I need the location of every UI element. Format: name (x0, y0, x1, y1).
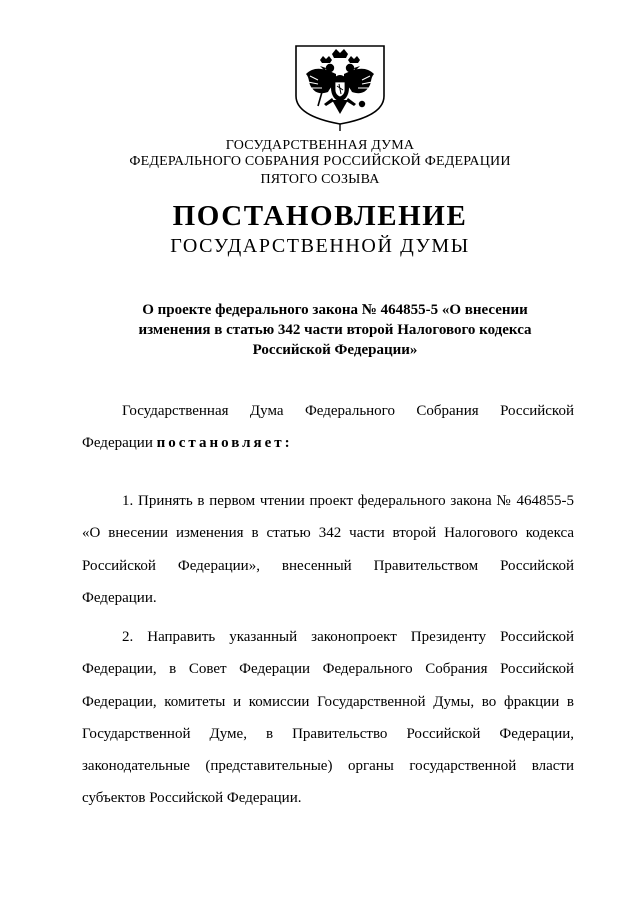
header-line-assembly: ФЕДЕРАЛЬНОГО СОБРАНИЯ РОССИЙСКОЙ ФЕДЕРАЦИИ (129, 154, 511, 169)
preamble-verb: постановляет: (156, 435, 293, 452)
document-subject: О проекте федерального закона № 464855-5 «О внесении изменения в статью 342 части второй Налогового кодекса Российской Федерации» (138, 302, 532, 358)
resolution-item-1: 1. Принять в первом чтении проект федерального закона № 464855-5 «О внесении изменения в статью 342 части второй Налогового кодекса Российской Федерации», внесенный Правительством Российской Федерации. (82, 493, 574, 606)
document-subtitle: ГОСУДАРСТВЕННОЙ ДУМЫ (170, 235, 470, 257)
preamble-paragraph (82, 395, 574, 460)
russian-coat-of-arms-icon (292, 44, 388, 132)
document-title: ПОСТАНОВЛЕНИЕ (172, 200, 468, 232)
header-line-convocation: ПЯТОГО СОЗЫВА (260, 172, 380, 187)
resolution-item-2: 2. Направить указанный законопроект Президенту Российской Федерации, в Совет Федерации Федерального Собрания Российской Федерации, комитеты и комиссии Государственной Думы, во фракции в Государственной Думе, в Правительство Российской Федерации, законодательные (представительные) органы государственной власти субъектов Российской Федерации. (82, 629, 574, 807)
header-line-institution: ГОСУДАРСТВЕННАЯ ДУМА (225, 138, 415, 153)
preamble-text: Государственная Дума Федерального Собрания Российской Федерации (82, 403, 574, 452)
